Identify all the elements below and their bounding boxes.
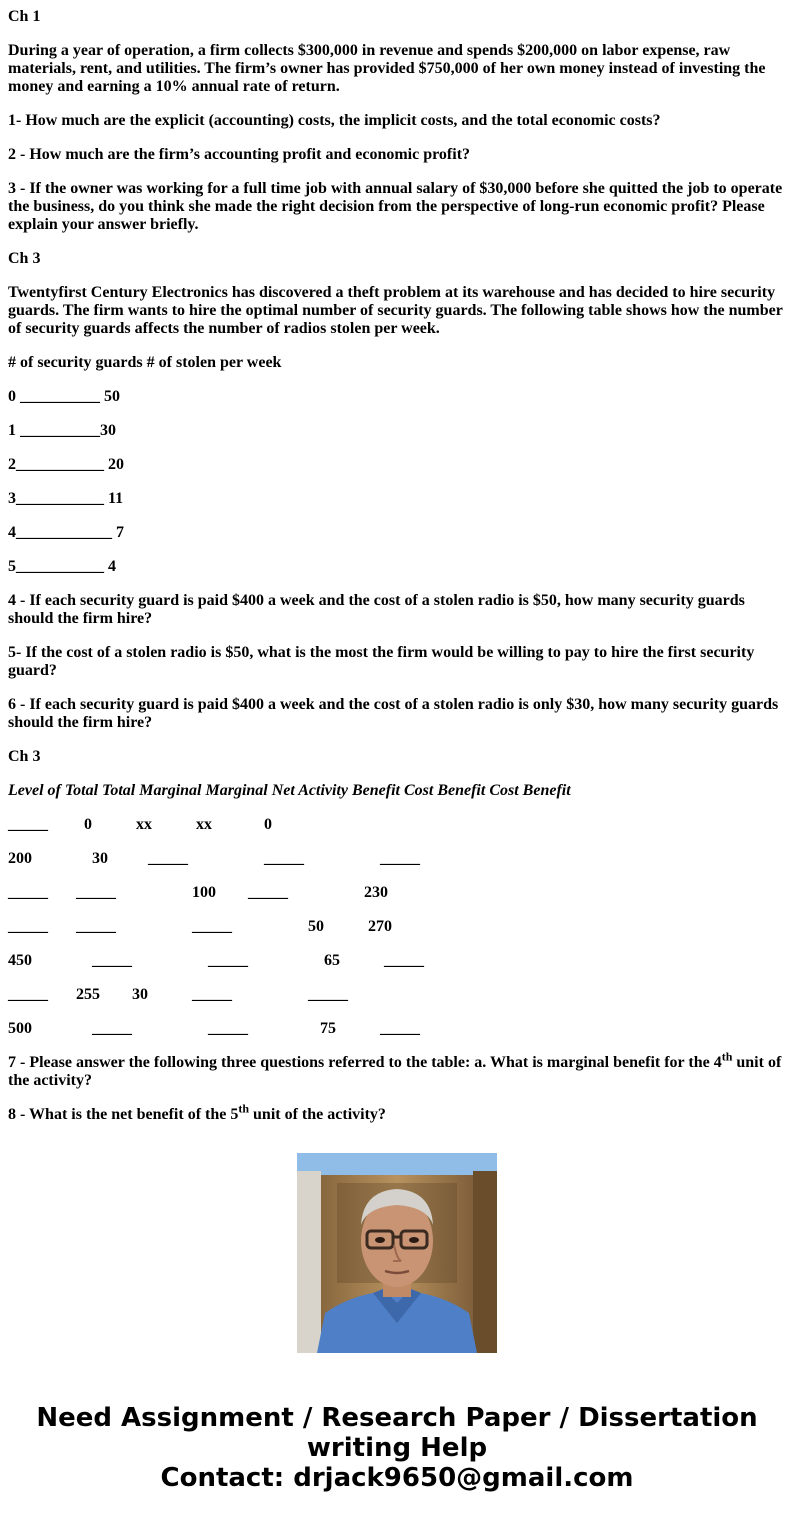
table-cell: _____ bbox=[76, 884, 116, 901]
table-cell: _____ bbox=[380, 850, 420, 867]
table-cell: 50 bbox=[308, 918, 324, 935]
table-cell: _____ bbox=[8, 884, 48, 901]
table-cell: _____ bbox=[8, 986, 48, 1003]
question-5: 5- If the cost of a stolen radio is $50, what is the most the firm would be willing to pay to hire the first security guard? bbox=[8, 644, 759, 679]
table-cell: _____ bbox=[192, 918, 232, 935]
table-cell: 255 bbox=[76, 986, 100, 1003]
ordinal-suffix: th bbox=[238, 1101, 250, 1116]
ordinal-suffix: th bbox=[721, 1049, 733, 1064]
activity-table-row bbox=[8, 884, 786, 902]
guards-table-row: 5___________ 4 bbox=[8, 558, 116, 575]
chapter-heading: Ch 3 bbox=[8, 748, 41, 765]
table-cell: _____ bbox=[148, 850, 188, 867]
chapter-heading: Ch 3 bbox=[8, 250, 41, 267]
table-cell: 0 bbox=[84, 816, 92, 833]
question-6: 6 - If each security guard is paid $400 a week and the cost of a stolen radio is only $30, how many security guards should the firm hire? bbox=[8, 696, 783, 731]
promo-footer bbox=[0, 1403, 794, 1493]
activity-table-row bbox=[8, 850, 786, 868]
question-7-text-end: unit of the activity? bbox=[8, 1054, 786, 1089]
table-cell: _____ bbox=[208, 1020, 248, 1037]
activity-table-row bbox=[8, 986, 786, 1004]
activity-table-row bbox=[8, 1020, 786, 1038]
question-8 bbox=[8, 1101, 786, 1124]
question-3: 3 - If the owner was working for a full time job with annual salary of $30,000 before she quitted the job to operate the business, do you think she made the right decision from the perspective of long-run economic profit? Please explain your answer briefly. bbox=[8, 180, 787, 233]
table-cell: _____ bbox=[380, 1020, 420, 1037]
table-cell: _____ bbox=[76, 918, 116, 935]
document-body bbox=[8, 8, 786, 1123]
guards-table-row: 1 __________30 bbox=[8, 422, 116, 439]
table-cell: _____ bbox=[8, 918, 48, 935]
guards-table-row: 2___________ 20 bbox=[8, 456, 124, 473]
table-cell: _____ bbox=[248, 884, 288, 901]
table-cell: 450 bbox=[8, 952, 32, 969]
activity-table-row bbox=[8, 918, 786, 936]
question-7-text: 7 - Please answer the following three questions referred to the table: a. What is marginal benefit for the 4 bbox=[8, 1054, 722, 1071]
activity-table-row bbox=[8, 816, 786, 834]
problem-paragraph: Twentyfirst Century Electronics has discovered a theft problem at its warehouse and has decided to hire security guards. The firm wants to hire the optimal number of security guards. The following table shows how the number of security guards affects the number of radios stolen per week. bbox=[8, 284, 787, 337]
table-cell: _____ bbox=[308, 986, 348, 1003]
problem-paragraph: During a year of operation, a firm collects $300,000 in revenue and spends $200,000 on labor expense, raw materials, rent, and utilities. The firm’s owner has provided $750,000 of her own money instead of investing the money and earning a 10% annual rate of return. bbox=[8, 42, 770, 95]
activity-table-header: Level of Total Total Marginal Marginal Net Activity Benefit Cost Benefit Cost Benefit bbox=[8, 782, 571, 799]
question-1: 1- How much are the explicit (accounting) costs, the implicit costs, and the total economic costs? bbox=[8, 112, 661, 129]
table-cell: xx bbox=[196, 816, 212, 833]
table-cell: 65 bbox=[324, 952, 340, 969]
table-cell: 0 bbox=[264, 816, 272, 833]
table-cell: 200 bbox=[8, 850, 32, 867]
promo-line-1: Need Assignment / Research Paper / Dissertation bbox=[36, 1403, 758, 1433]
guards-table-row: 0 __________ 50 bbox=[8, 388, 120, 405]
question-8-text: 8 - What is the net benefit of the 5 bbox=[8, 1106, 239, 1123]
table-cell: 30 bbox=[92, 850, 108, 867]
contact-email: Contact: drjack9650@gmail.com bbox=[160, 1463, 634, 1493]
profile-photo-image bbox=[297, 1153, 497, 1353]
table-cell: 75 bbox=[320, 1020, 336, 1037]
question-7 bbox=[8, 1049, 786, 1090]
table-cell: 230 bbox=[364, 884, 388, 901]
table-cell: _____ bbox=[264, 850, 304, 867]
table-cell: _____ bbox=[192, 986, 232, 1003]
guards-table-header: # of security guards # of stolen per week bbox=[8, 354, 282, 371]
table-cell: _____ bbox=[384, 952, 424, 969]
table-cell: _____ bbox=[8, 816, 48, 833]
table-cell: 100 bbox=[192, 884, 216, 901]
question-4: 4 - If each security guard is paid $400 a week and the cost of a stolen radio is $50, how many security guards should the firm hire? bbox=[8, 592, 749, 627]
table-cell: 500 bbox=[8, 1020, 32, 1037]
question-8-text-end: unit of the activity? bbox=[249, 1106, 386, 1123]
activity-table-row bbox=[8, 952, 786, 970]
promo-line-2: writing Help bbox=[306, 1433, 488, 1463]
table-cell: _____ bbox=[208, 952, 248, 969]
table-cell: xx bbox=[136, 816, 152, 833]
chapter-heading: Ch 1 bbox=[8, 8, 41, 25]
table-cell: 30 bbox=[132, 986, 148, 1003]
question-2: 2 - How much are the firm’s accounting profit and economic profit? bbox=[8, 146, 471, 163]
guards-table-row: 3___________ 11 bbox=[8, 490, 124, 507]
table-cell: _____ bbox=[92, 952, 132, 969]
table-cell: _____ bbox=[92, 1020, 132, 1037]
table-cell: 270 bbox=[368, 918, 392, 935]
guards-table-row: 4____________ 7 bbox=[8, 524, 124, 541]
profile-photo bbox=[297, 1153, 497, 1353]
